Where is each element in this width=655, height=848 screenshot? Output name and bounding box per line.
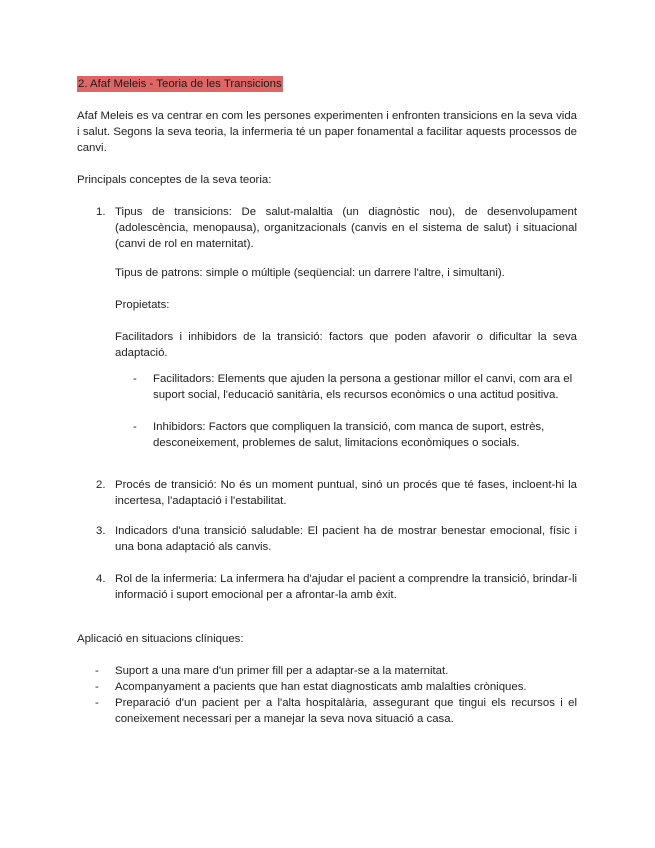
application-title: Aplicació en situacions clíniques: xyxy=(77,633,244,645)
concept-number: 2. xyxy=(96,479,106,491)
patterns-paragraph: Tipus de patrons: simple o múltiple (seqüencial: un darrere l'altre, i simultani). xyxy=(115,267,505,279)
bullet-dash: - xyxy=(95,665,99,677)
concept-number: 1. xyxy=(96,206,106,218)
bullet-dash: - xyxy=(133,421,137,433)
concept-number: 4. xyxy=(96,573,106,585)
concepts-title: Principals conceptes de la seva teoria: xyxy=(77,174,272,186)
application-text: Suport a una mare d'un primer fill per a adaptar-se a la maternitat. xyxy=(115,665,449,677)
bullet-dash: - xyxy=(95,681,99,693)
section-heading: 2. Afaf Meleis - Teoria de les Transicions xyxy=(78,78,282,90)
concept-text: Rol de la infermeria: La infermera ha d'ajudar el pacient a comprendre la transició, brindar-li informació i suport emocional per a afrontar-la amb èxit. xyxy=(115,573,577,601)
concept-text: Procés de transició: No és un moment puntual, sinó un procés que té fases, incloent-hi la incertesa, l'adaptació i l'estabilitat. xyxy=(115,479,577,507)
sub-bullet-text: Facilitadors: Elements que ajuden la persona a gestionar millor el canvi, com ara el suport social, l'educació sanitària, els recursos econòmics o una actitud positiva. xyxy=(153,373,573,401)
facilitators-paragraph: Facilitadors i inhibidors de la transició: factors que poden afavorir o dificultar la seva adaptació. xyxy=(115,331,577,359)
bullet-dash: - xyxy=(95,697,99,709)
bullet-dash: - xyxy=(133,373,137,385)
concept-number: 3. xyxy=(96,525,106,537)
application-text: Preparació d'un pacient per a l'alta hospitalària, assegurant que tingui els recursos i el coneixement necessari per a manejar la seva nova situació a casa. xyxy=(115,697,577,725)
application-text: Acompanyament a pacients que han estat diagnosticats amb malalties cròniques. xyxy=(115,681,527,693)
concept-text: Indicadors d'una transició saludable: El pacient ha de mostrar benestar emocional, físic i una bona adaptació als canvis. xyxy=(115,525,577,553)
intro-paragraph: Afaf Meleis es va centrar en com les persones experimenten i enfronten transicions en la seva vida i salut. Segons la seva teoria, la infermeria té un paper fonamental a facilitar aquests processos de canvi. xyxy=(77,110,577,154)
properties-label: Propietats: xyxy=(115,299,170,311)
sub-bullet-text: Inhibidors: Factors que compliquen la transició, com manca de suport, estrès, desconeixement, problemes de salut, limitacions econòmiques o socials. xyxy=(153,421,545,449)
concept-text: Tipus de transicions: De salut-malaltia (un diagnòstic nou), de desenvolupament (adolescència, menopausa), organitzacionals (canvis en el sistema de salut) i situacional (canvi de rol en maternitat). xyxy=(115,206,577,250)
